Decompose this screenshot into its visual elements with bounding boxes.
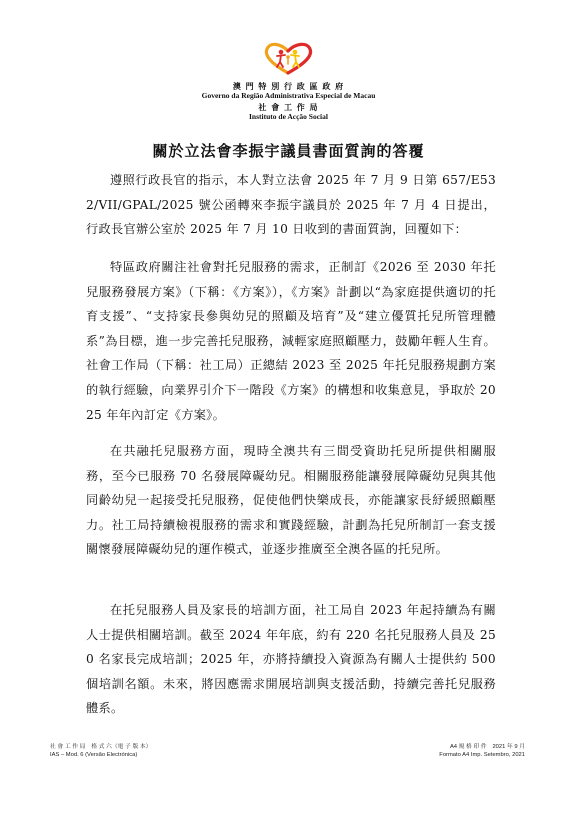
dept-name-portuguese: Instituto de Acção Social <box>249 112 328 121</box>
paragraph-intro: 遵照行政長官的指示，本人對立法會 2025 年 7 月 9 日第 657/E532/VII/GPAL/2025 號公函轉來李振宇議員於 2025 年 7 月 4 日提出，行政長官辦公室於 2025 年 7 月 10 日收到的書面質詢，回覆如下： <box>86 173 496 237</box>
footer-form-portuguese: IAS – Mod. 6 (Versão Electrónica) <box>50 752 138 758</box>
org-name-chinese: 澳 門 特 別 行 政 區 政 府 <box>232 81 345 91</box>
paragraph-plan: 特區政府關注社會對托兒服務的需求，正制訂《2026 至 2030 年托兒服務發展方案》（下稱：《方案》），《方案》計劃以“為家庭提供適切的托育支援”、“支持家長參與幼兒的照顧及培育”及“建立優質托兒所管理體系”為目標，進一步完善托兒服務，減輕家庭照顧壓力，鼓勵年輕人生育。社會工作局（下稱：社工局）正總結 2023 至 2025 年托兒服務規劃方案的執行經驗，向業界引介下一階段《方案》的構想和收集意見，爭取於 2025 年年內訂定《方案》。 <box>86 260 496 422</box>
footer-print-chinese: A4 規 格 印 件 2021 年 9 月 <box>449 744 525 750</box>
footer-print-info <box>439 743 525 759</box>
org-name-portuguese: Governo da Região Administrativa Especial de Macau <box>201 91 376 100</box>
footer-form-chinese: 社 會 工 作 局 格 式 六（電 子 版 本） <box>50 744 152 750</box>
dept-name-chinese: 社 會 工 作 局 <box>258 102 319 112</box>
paragraph-inclusive-care: 在共融托兒服務方面，現時全澳共有三間受資助托兒所提供相關服務，至今已服務 70 名發展障礙幼兒。相關服務能讓發展障礙幼兒與其他同齡幼兒一起接受托兒服務，促使他們快樂成長，亦能讓家長紓緩照顧壓力。社工局持續檢視服務的需求和實踐經驗，計劃為托兒所制訂一套支援關懷發展障礙幼兒的運作模式，並逐步推廣至全澳各區的托兒所。 <box>86 444 496 557</box>
document-title: 關於立法會李振宇議員書面質詢的答覆 <box>152 142 425 160</box>
ias-family-logo-icon <box>258 40 318 76</box>
footer-print-portuguese: Formato A4 Imp. Setembro, 2021 <box>439 752 525 758</box>
paragraph-training: 在托兒服務人員及家長的培訓方面，社工局自 2023 年起持續為有關人士提供相關培訓。截至 2024 年年底，約有 220 名托兒服務人員及 250 名家長完成培訓；2025 年，亦將持續投入資源為有關人士提供約 500 個培訓名額。未來，將因應需求開展培訓與支援活動，持續完善托兒服務體系。 <box>86 603 496 716</box>
footer-form-info <box>50 743 151 759</box>
